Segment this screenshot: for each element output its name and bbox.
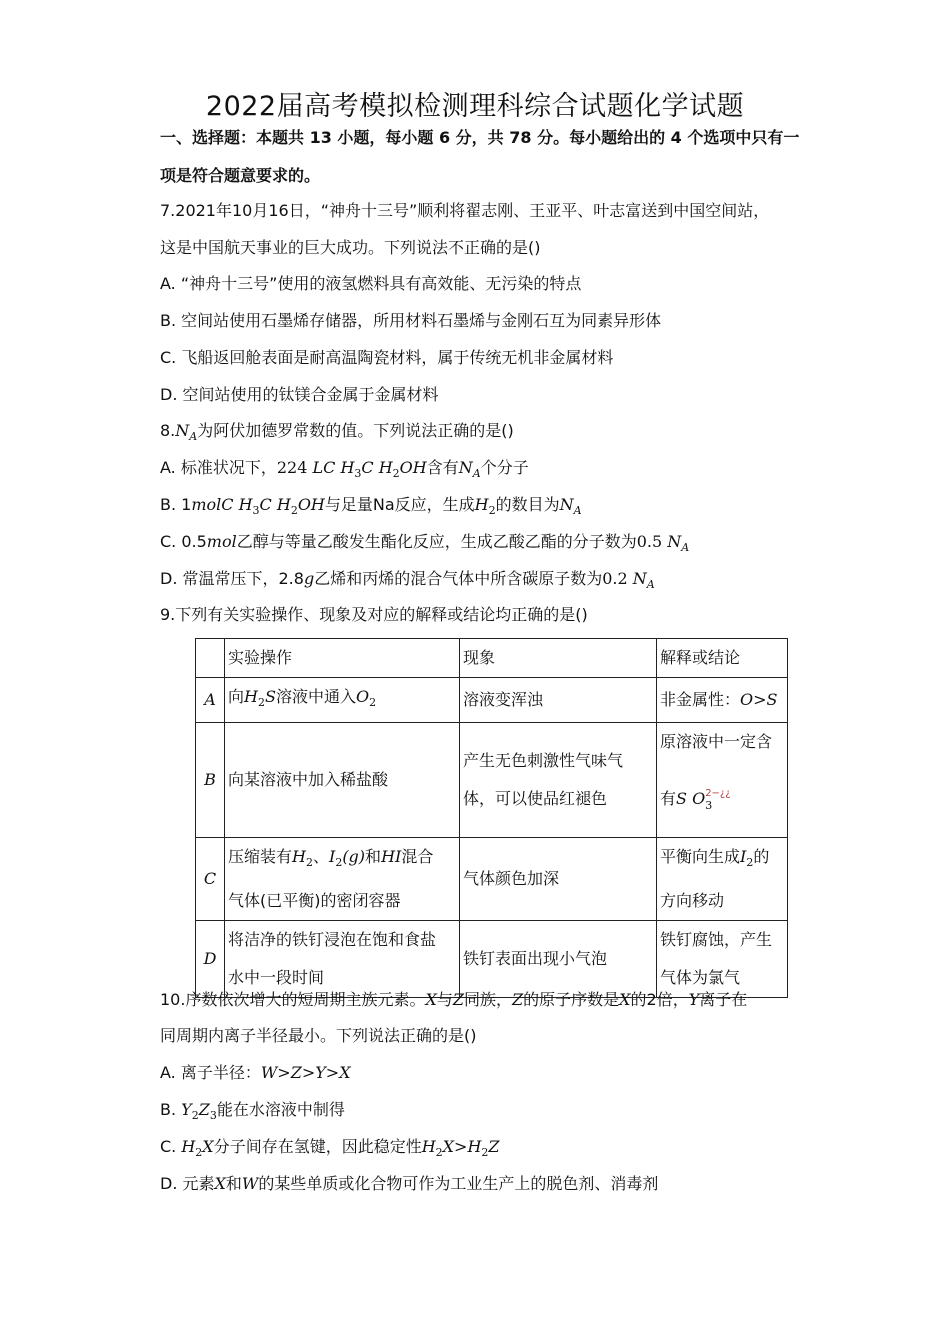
q10-option-d: D. 元素X和W的某些单质或化合物可作为工业生产上的脱色剂、消毒剂	[160, 1174, 659, 1193]
q10-option-c: C. $H_2X$分子间存在氢键，因此稳定性$H_2X>H_2Z$	[160, 1137, 500, 1160]
row-label: C	[196, 838, 225, 921]
q7-option-b: B. 空间站使用石墨烯存储器，所用材料石墨烯与金刚石互为同素异形体	[160, 311, 662, 330]
table-header-row	[196, 639, 788, 678]
table-cell: 压缩装有$H_2$、$I_2(g)$和HI混合 气体(已平衡)的密闭容器	[225, 838, 460, 921]
q8-option-c: C. 0.5mol乙醇与等量乙酸发生酯化反应，生成乙酸乙酯的分子数为0.5 $N_A$	[160, 532, 690, 555]
row-label: B	[196, 723, 225, 838]
table-cell: 气体颜色加深	[460, 838, 657, 921]
table-row	[196, 838, 788, 921]
table-cell: 溶液变浑浊	[460, 678, 657, 723]
table-cell: 向$H_2S$溶液中通入$O_2$	[225, 678, 460, 723]
q7-option-a: A. “神舟十三号”使用的液氢燃料具有高效能、无污染的特点	[160, 274, 582, 293]
table-header-cell: 现象	[460, 639, 657, 678]
table-header-cell: 解释或结论	[657, 639, 788, 678]
table-row	[196, 723, 788, 838]
table-row	[196, 678, 788, 723]
q10-stem-line2: 同周期内离子半径最小。下列说法正确的是()	[160, 1026, 477, 1045]
table-header-cell	[196, 639, 225, 678]
q8-option-d: D. 常温常压下，2.8g乙烯和丙烯的混合气体中所含碳原子数为0.2 $N_A$	[160, 569, 655, 592]
q7-option-d: D. 空间站使用的钛镁合金属于金属材料	[160, 385, 439, 404]
page-title: 2022届高考模拟检测理科综合试题化学试题	[205, 91, 745, 122]
q7-stem-line1: 7.2021年10月16日，“神舟十三号”顺利将翟志刚、王亚平、叶志富送到中国空间站，	[160, 201, 770, 220]
row-label: D	[196, 921, 225, 998]
table-cell: 产生无色刺激性气味气 体，可以使品红褪色	[460, 723, 657, 838]
q8-option-b: B. 1molC $H_3C$ $H_2OH$与足量Na反应，生成$H_2$的数目为$N_A$	[160, 495, 582, 518]
q10-option-b: B. $Y_2Z_3$能在水溶液中制得	[160, 1100, 345, 1123]
section-heading-line2: 项是符合题意要求的。	[160, 166, 321, 185]
q8-option-a: A. 标准状况下，224 LC $H_3C$ $H_2OH$含有$N_A$个分子	[160, 458, 529, 481]
q9-table	[195, 638, 788, 998]
q9-stem: 9.下列有关实验操作、现象及对应的解释或结论均正确的是()	[160, 605, 588, 624]
q7-stem-line2: 这是中国航天事业的巨大成功。下列说法不正确的是()	[160, 238, 541, 257]
table-cell: 向某溶液中加入稀盐酸	[225, 723, 460, 838]
table-header-cell: 实验操作	[225, 639, 460, 678]
table-cell: 非金属性：O>S	[657, 678, 788, 723]
table-cell: 将洁净的铁钉浸泡在饱和食盐 水中一段时间	[225, 921, 460, 998]
table-cell: 原溶液中一定含 有S O 2−¿¿ 3	[657, 723, 788, 838]
q10-option-a: A. 离子半径：W>Z>Y>X	[160, 1063, 351, 1082]
q7-option-c: C. 飞船返回舱表面是耐高温陶瓷材料，属于传统无机非金属材料	[160, 348, 614, 367]
section-heading-line1: 一、选择题：本题共 13 小题，每小题 6 分，共 78 分。每小题给出的 4 个选项中只有一	[160, 128, 800, 147]
q10-stem-line1: 10.序数依次增大的短周期主族元素。X与Z同族，Z的原子序数是X的2倍，Y离子在	[160, 990, 748, 1009]
table-row	[196, 921, 788, 998]
table-cell: 平衡向生成$I_2$的 方向移动	[657, 838, 788, 921]
table-cell: 铁钉腐蚀，产生 气体为氯气	[657, 921, 788, 998]
table-cell: 铁钉表面出现小气泡	[460, 921, 657, 998]
q8-stem: $8.N_A$为阿伏加德罗常数的值。下列说法正确的是()	[160, 421, 514, 444]
row-label: A	[196, 678, 225, 723]
